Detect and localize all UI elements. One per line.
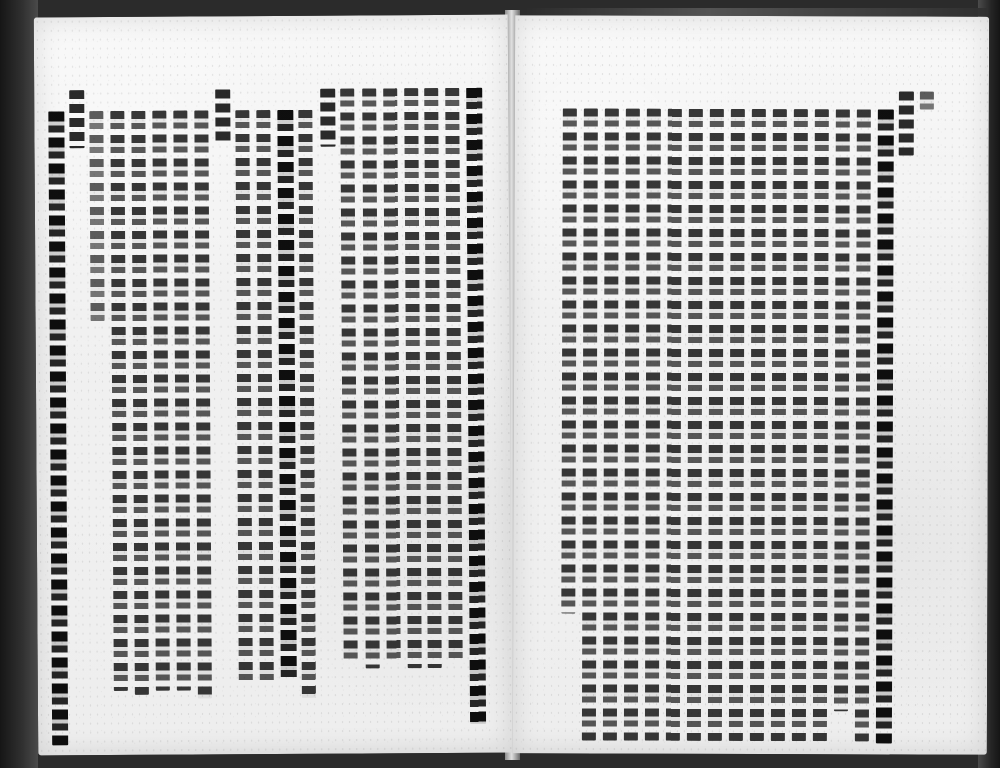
left-text-column <box>89 111 104 321</box>
left-text-column <box>277 110 296 682</box>
right-text-column <box>876 109 894 743</box>
left-text-column <box>445 88 463 663</box>
left-section-heading <box>215 89 230 143</box>
right-text-column <box>855 109 871 741</box>
right-text-column <box>771 109 787 741</box>
right-text-column <box>687 109 703 741</box>
right-page <box>513 15 989 754</box>
left-text-column <box>340 88 358 663</box>
left-text-column <box>110 111 128 691</box>
left-text-column <box>173 111 191 691</box>
left-section-heading <box>320 89 335 147</box>
right-text-column <box>582 108 598 740</box>
right-page-accessible-label <box>515 15 516 16</box>
right-text-column <box>645 109 661 741</box>
left-text-column <box>131 111 149 695</box>
right-text-column <box>813 109 829 741</box>
right-text-column <box>792 109 808 741</box>
left-text-column <box>424 88 442 668</box>
right-section-heading <box>899 91 914 155</box>
left-text-column <box>152 111 170 691</box>
left-page <box>34 15 512 756</box>
left-text-column <box>298 110 316 698</box>
left-text-column <box>235 110 253 685</box>
right-text-column <box>708 109 724 741</box>
right-text-column <box>603 109 619 741</box>
right-text-column <box>729 109 745 741</box>
left-text-column <box>48 111 68 745</box>
right-text-column <box>920 92 934 110</box>
left-scan-shadow <box>0 0 38 768</box>
right-text-column <box>750 109 766 741</box>
left-page-accessible-label <box>34 17 35 18</box>
left-text-column <box>466 88 486 724</box>
left-text-column <box>404 88 422 668</box>
left-text-column <box>383 88 401 663</box>
right-text-column <box>624 109 640 741</box>
left-text-column <box>194 110 212 698</box>
left-text-column <box>362 88 380 668</box>
right-text-column <box>666 109 682 741</box>
left-section-heading <box>69 90 84 148</box>
right-text-column <box>834 109 850 711</box>
left-text-column <box>256 110 274 684</box>
right-text-column <box>561 108 577 613</box>
